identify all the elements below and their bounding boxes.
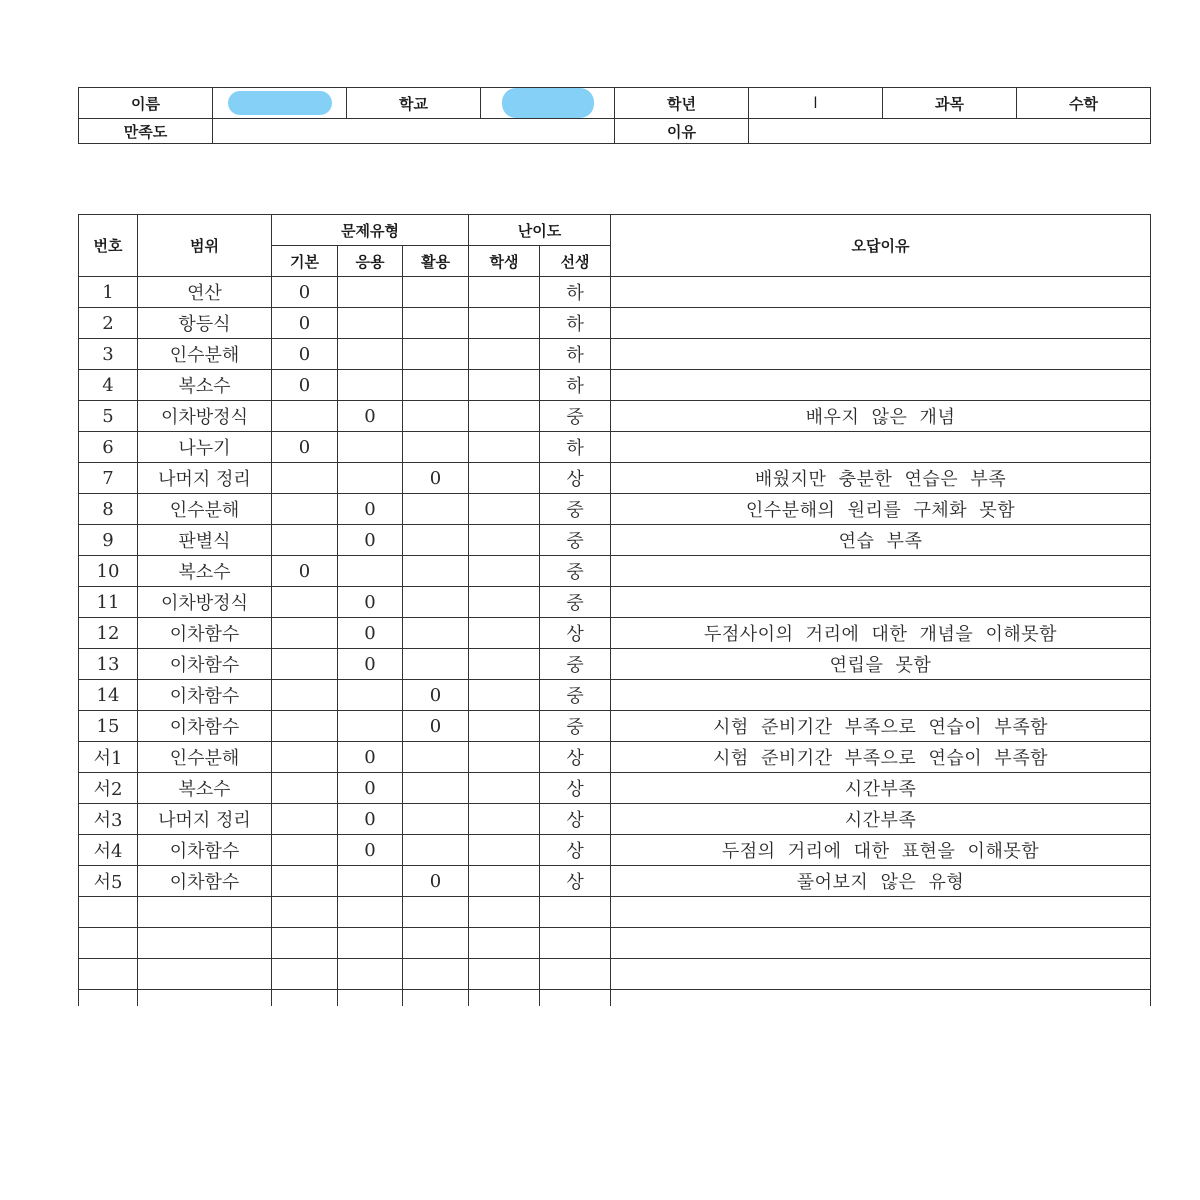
cell-teacher-difficulty: 하	[540, 370, 611, 401]
cell-utilization	[403, 835, 469, 866]
cell-wrong-reason	[611, 587, 1151, 618]
cell-utilization	[403, 525, 469, 556]
school-value	[481, 88, 615, 119]
cell-applied: 0	[338, 494, 403, 525]
cell-student-difficulty	[469, 339, 540, 370]
cell-teacher-difficulty: 하	[540, 308, 611, 339]
cell-student-difficulty	[469, 308, 540, 339]
cell-student-difficulty	[469, 401, 540, 432]
cell-applied	[338, 928, 403, 959]
cell-teacher-difficulty: 하	[540, 277, 611, 308]
header-range: 범위	[138, 215, 272, 277]
cell-range: 이차함수	[138, 680, 272, 711]
cell-basic	[272, 804, 338, 835]
cell-number: 7	[79, 463, 138, 494]
cell-range: 나머지 정리	[138, 463, 272, 494]
cell-range	[138, 959, 272, 990]
cell-student-difficulty	[469, 587, 540, 618]
cell-range: 이차함수	[138, 835, 272, 866]
cell-applied	[338, 432, 403, 463]
cell-number: 14	[79, 680, 138, 711]
table-row	[79, 525, 1151, 556]
cell-applied	[338, 897, 403, 928]
cell-utilization	[403, 432, 469, 463]
cell-wrong-reason: 연습 부족	[611, 525, 1151, 556]
cell-utilization: 0	[403, 711, 469, 742]
cell-student-difficulty	[469, 835, 540, 866]
cell-applied: 0	[338, 401, 403, 432]
cell-student-difficulty	[469, 711, 540, 742]
cell-range: 이차방정식	[138, 401, 272, 432]
table-row	[79, 401, 1151, 432]
table-row	[79, 835, 1151, 866]
cell-student-difficulty	[469, 618, 540, 649]
cell-applied	[338, 866, 403, 897]
cell-range: 연산	[138, 277, 272, 308]
header-wrong-reason: 오답이유	[611, 215, 1151, 277]
cell-applied	[338, 277, 403, 308]
cell-applied	[338, 370, 403, 401]
cell-utilization	[403, 649, 469, 680]
cell-basic: 0	[272, 339, 338, 370]
grade-label: 학년	[615, 88, 749, 119]
cell-range: 이차방정식	[138, 587, 272, 618]
cell-range: 복소수	[138, 370, 272, 401]
cell-basic	[272, 494, 338, 525]
header-teacher: 선생	[540, 246, 611, 277]
cell-teacher-difficulty: 중	[540, 587, 611, 618]
cell-basic	[272, 401, 338, 432]
cell-student-difficulty	[469, 432, 540, 463]
cell-teacher-difficulty	[540, 928, 611, 959]
cell-applied	[338, 990, 403, 1007]
redaction-mark	[228, 91, 332, 115]
cell-number: 서3	[79, 804, 138, 835]
cell-utilization: 0	[403, 866, 469, 897]
cell-basic	[272, 463, 338, 494]
cell-teacher-difficulty: 상	[540, 773, 611, 804]
table-row	[79, 680, 1151, 711]
cell-basic	[272, 897, 338, 928]
cell-wrong-reason: 두점의 거리에 대한 표현을 이해못함	[611, 835, 1151, 866]
cell-utilization	[403, 587, 469, 618]
cell-wrong-reason: 풀어보지 않은 유형	[611, 866, 1151, 897]
table-row	[79, 308, 1151, 339]
cell-utilization: 0	[403, 463, 469, 494]
cell-utilization	[403, 897, 469, 928]
cell-teacher-difficulty: 중	[540, 711, 611, 742]
cell-applied	[338, 711, 403, 742]
table-row	[79, 556, 1151, 587]
cell-number: 5	[79, 401, 138, 432]
cell-number: 11	[79, 587, 138, 618]
cell-teacher-difficulty: 하	[540, 339, 611, 370]
cell-wrong-reason	[611, 339, 1151, 370]
table-row	[79, 990, 1151, 1007]
cell-range: 인수분해	[138, 494, 272, 525]
table-row	[79, 866, 1151, 897]
cell-wrong-reason	[611, 959, 1151, 990]
cell-wrong-reason	[611, 308, 1151, 339]
cell-utilization	[403, 494, 469, 525]
cell-student-difficulty	[469, 370, 540, 401]
cell-teacher-difficulty: 중	[540, 680, 611, 711]
cell-wrong-reason	[611, 556, 1151, 587]
header-number: 번호	[79, 215, 138, 277]
cell-student-difficulty	[469, 742, 540, 773]
cell-utilization	[403, 370, 469, 401]
cell-basic	[272, 587, 338, 618]
wrong-answer-table	[78, 214, 1151, 1006]
cell-number: 9	[79, 525, 138, 556]
cell-number	[79, 928, 138, 959]
reason-value	[749, 119, 1151, 144]
cell-utilization	[403, 339, 469, 370]
cell-applied: 0	[338, 773, 403, 804]
cell-utilization	[403, 928, 469, 959]
cell-basic: 0	[272, 432, 338, 463]
cell-wrong-reason	[611, 277, 1151, 308]
cell-basic	[272, 990, 338, 1007]
cell-wrong-reason	[611, 432, 1151, 463]
cell-teacher-difficulty: 중	[540, 556, 611, 587]
cell-wrong-reason	[611, 680, 1151, 711]
satisfaction-value	[213, 119, 615, 144]
cell-teacher-difficulty: 상	[540, 618, 611, 649]
name-label: 이름	[79, 88, 213, 119]
cell-range: 항등식	[138, 308, 272, 339]
cell-applied: 0	[338, 525, 403, 556]
cell-wrong-reason: 인수분해의 원리를 구체화 못함	[611, 494, 1151, 525]
cell-range: 이차함수	[138, 866, 272, 897]
cell-range	[138, 897, 272, 928]
cell-range: 복소수	[138, 773, 272, 804]
cell-applied: 0	[338, 835, 403, 866]
table-row	[79, 463, 1151, 494]
cell-applied: 0	[338, 649, 403, 680]
cell-student-difficulty	[469, 959, 540, 990]
cell-basic	[272, 928, 338, 959]
table-row	[79, 618, 1151, 649]
cell-number: 4	[79, 370, 138, 401]
table-row	[79, 711, 1151, 742]
subject-value: 수학	[1017, 88, 1151, 119]
cell-number: 서1	[79, 742, 138, 773]
cell-utilization	[403, 959, 469, 990]
subject-label: 과목	[883, 88, 1017, 119]
table-row	[79, 432, 1151, 463]
cell-teacher-difficulty: 중	[540, 525, 611, 556]
cell-range: 이차함수	[138, 618, 272, 649]
header-student: 학생	[469, 246, 540, 277]
cell-applied	[338, 339, 403, 370]
cell-student-difficulty	[469, 928, 540, 959]
cell-basic: 0	[272, 556, 338, 587]
cell-teacher-difficulty	[540, 959, 611, 990]
cell-wrong-reason	[611, 928, 1151, 959]
cell-student-difficulty	[469, 556, 540, 587]
table-row	[79, 494, 1151, 525]
cell-range	[138, 928, 272, 959]
header-difficulty: 난이도	[469, 215, 611, 246]
cell-utilization	[403, 556, 469, 587]
cell-student-difficulty	[469, 463, 540, 494]
cell-basic	[272, 680, 338, 711]
cell-teacher-difficulty: 상	[540, 804, 611, 835]
cell-teacher-difficulty	[540, 990, 611, 1007]
cell-basic	[272, 835, 338, 866]
cell-teacher-difficulty: 상	[540, 866, 611, 897]
cell-teacher-difficulty: 중	[540, 401, 611, 432]
cell-utilization	[403, 990, 469, 1007]
cell-number	[79, 990, 138, 1007]
cell-teacher-difficulty: 중	[540, 494, 611, 525]
cell-basic	[272, 649, 338, 680]
cell-basic	[272, 959, 338, 990]
cell-wrong-reason: 시간부족	[611, 773, 1151, 804]
table-row	[79, 649, 1151, 680]
cell-basic: 0	[272, 370, 338, 401]
cell-number: 6	[79, 432, 138, 463]
header-problem-type: 문제유형	[272, 215, 469, 246]
cell-applied	[338, 308, 403, 339]
cell-range: 인수분해	[138, 742, 272, 773]
cell-utilization	[403, 804, 469, 835]
cell-wrong-reason: 시험 준비기간 부족으로 연습이 부족함	[611, 742, 1151, 773]
table-row	[79, 959, 1151, 990]
cell-range: 이차함수	[138, 649, 272, 680]
cell-student-difficulty	[469, 804, 540, 835]
cell-number: 12	[79, 618, 138, 649]
reason-label: 이유	[615, 119, 749, 144]
cell-basic: 0	[272, 277, 338, 308]
table-row	[79, 339, 1151, 370]
cell-student-difficulty	[469, 773, 540, 804]
cell-utilization	[403, 742, 469, 773]
cell-utilization	[403, 401, 469, 432]
cell-basic	[272, 866, 338, 897]
name-value	[213, 88, 347, 119]
cell-range	[138, 990, 272, 1007]
table-row	[79, 370, 1151, 401]
table-row	[79, 742, 1151, 773]
cell-teacher-difficulty: 상	[540, 463, 611, 494]
cell-wrong-reason	[611, 990, 1151, 1007]
cell-student-difficulty	[469, 990, 540, 1007]
cell-student-difficulty	[469, 277, 540, 308]
cell-number: 2	[79, 308, 138, 339]
cell-number: 서5	[79, 866, 138, 897]
cell-teacher-difficulty: 상	[540, 742, 611, 773]
cell-student-difficulty	[469, 494, 540, 525]
header-basic: 기본	[272, 246, 338, 277]
cell-wrong-reason: 배웠지만 충분한 연습은 부족	[611, 463, 1151, 494]
cell-teacher-difficulty	[540, 897, 611, 928]
cell-applied: 0	[338, 804, 403, 835]
student-info-table	[78, 87, 1151, 144]
cell-number: 10	[79, 556, 138, 587]
cell-utilization	[403, 618, 469, 649]
cell-number	[79, 959, 138, 990]
cell-basic	[272, 711, 338, 742]
table-row	[79, 587, 1151, 618]
header-utilization: 활용	[403, 246, 469, 277]
cell-basic	[272, 618, 338, 649]
cell-number: 3	[79, 339, 138, 370]
cell-applied: 0	[338, 618, 403, 649]
cell-number: 1	[79, 277, 138, 308]
cell-basic	[272, 525, 338, 556]
cell-utilization	[403, 773, 469, 804]
header-applied: 응용	[338, 246, 403, 277]
cell-basic	[272, 773, 338, 804]
cell-range: 이차함수	[138, 711, 272, 742]
cell-wrong-reason: 시간부족	[611, 804, 1151, 835]
cell-teacher-difficulty: 상	[540, 835, 611, 866]
satisfaction-label: 만족도	[79, 119, 213, 144]
cell-applied	[338, 680, 403, 711]
cell-number: 15	[79, 711, 138, 742]
cell-range: 판별식	[138, 525, 272, 556]
table-row	[79, 277, 1151, 308]
cell-applied	[338, 959, 403, 990]
table-row	[79, 928, 1151, 959]
cell-applied	[338, 463, 403, 494]
redaction-mark	[502, 88, 594, 118]
cell-utilization: 0	[403, 680, 469, 711]
cell-number: 13	[79, 649, 138, 680]
table-row	[79, 804, 1151, 835]
cell-applied	[338, 556, 403, 587]
cell-wrong-reason: 두점사이의 거리에 대한 개념을 이해못함	[611, 618, 1151, 649]
cell-wrong-reason	[611, 897, 1151, 928]
cell-student-difficulty	[469, 897, 540, 928]
table-row	[79, 773, 1151, 804]
cell-student-difficulty	[469, 866, 540, 897]
cell-teacher-difficulty: 중	[540, 649, 611, 680]
cell-applied: 0	[338, 742, 403, 773]
cell-basic	[272, 742, 338, 773]
cell-utilization	[403, 277, 469, 308]
cell-number: 8	[79, 494, 138, 525]
cell-student-difficulty	[469, 680, 540, 711]
cell-applied: 0	[338, 587, 403, 618]
cell-student-difficulty	[469, 525, 540, 556]
cell-range: 나머지 정리	[138, 804, 272, 835]
cell-range: 복소수	[138, 556, 272, 587]
cell-range: 인수분해	[138, 339, 272, 370]
cell-utilization	[403, 308, 469, 339]
cell-number: 서2	[79, 773, 138, 804]
cell-range: 나누기	[138, 432, 272, 463]
cell-student-difficulty	[469, 649, 540, 680]
cell-wrong-reason	[611, 370, 1151, 401]
cell-number: 서4	[79, 835, 138, 866]
cell-wrong-reason: 연립을 못함	[611, 649, 1151, 680]
grade-value: l	[749, 88, 883, 119]
cell-teacher-difficulty: 하	[540, 432, 611, 463]
cell-wrong-reason: 시험 준비기간 부족으로 연습이 부족함	[611, 711, 1151, 742]
cell-basic: 0	[272, 308, 338, 339]
cell-number	[79, 897, 138, 928]
school-label: 학교	[347, 88, 481, 119]
table-row	[79, 897, 1151, 928]
cell-wrong-reason: 배우지 않은 개념	[611, 401, 1151, 432]
